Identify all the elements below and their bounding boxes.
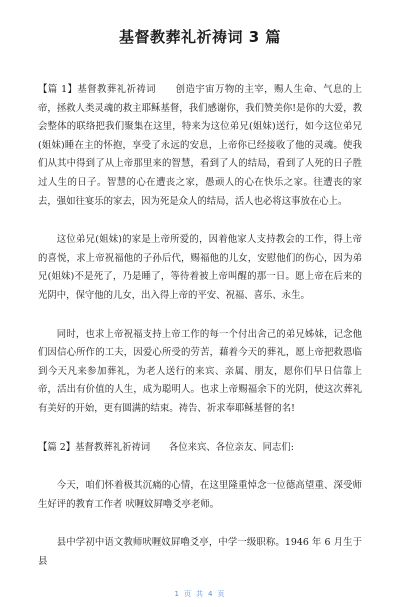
footer-page-current: 1 [174, 590, 180, 598]
paragraph-2: 这位弟兄(姐妹)的家是上帝所爱的，因着他家人支持教会的工作，得上帝的喜悦，求上帝祝福他的子孙后代，赐福他的儿女，安慰他们的伤心，因为弟兄(姐妹)不是死了，乃是睡了，等待着被上帝叫醒的那一日。愿上帝在后来的光阴中，保守他的儿女，出入得上帝的平安、祝福、喜乐、永生。 [38, 234, 362, 301]
footer-page-total: 4 [208, 590, 214, 598]
footer-page-suffix: 页 [217, 590, 226, 598]
footer-page-sep: 页 [184, 590, 192, 598]
paragraph-3: 同时，也求上帝祝福支持上帝工作的每一个付出舍己的弟兄姊妹，记念他们因信心所作的工夫，因爱心所受的劳苦，藉着今天的葬礼，愿上帝把救恩临到今天凡来参加葬礼，为老人送行的来宾、亲属、朋友，愿你们早日信靠上帝，活出有价值的人生，成为聪明人。也求上帝赐福余下的光阴，使这次葬礼有美好的开始，更有圆满的结束。祷告、祈求奉耶稣基督的名! [38, 328, 362, 414]
paragraph-6: 县中学初中语文教师吠喱妏屛嚕爻亭，中学一级职称。1946 年 6 月生于县 [38, 537, 362, 567]
footer-page-of: 共 [196, 590, 204, 598]
paragraph-1: 【篇 1】基督教葬礼祈祷词 创造宇宙万物的主宰，赐人生命、气息的上帝，拯救人类灵魂的救主耶稣基督，我们感谢你，我们赞美你!是你的大爱，教会整体的联络把我们聚集在这里，特来为这位弟兄(姐妹)送行，如今这位弟兄(姐妹)睡在主的怀抱，享受了永远的安息，上帝你已经接收了他的灵魂。使我们从其中得到了从上帝那里来的智慧，看到了人的结局，看到了人死的日子胜过人生的日子。智慧的心在遭丧之家，愚顽人的心在快乐之家。往遭丧的家去，强如往宴乐的家去，因为死是众人的结局，活人也必将这事放在心上。 [38, 84, 362, 207]
paragraph-5: 今天，咱们怀着极其沉痛的心情，在这里隆重悼念一位德高望重、深受师生好评的教育工作者 吠喱妏屛嚕爻亭老师。 [38, 480, 362, 510]
page-footer [0, 589, 400, 599]
paragraph-4: 【篇 2】基督教葬礼祈祷词 各位来宾、各位亲友、同志们: [38, 441, 294, 453]
document-title: 基督教葬礼祈祷词 3 篇 [119, 28, 281, 46]
